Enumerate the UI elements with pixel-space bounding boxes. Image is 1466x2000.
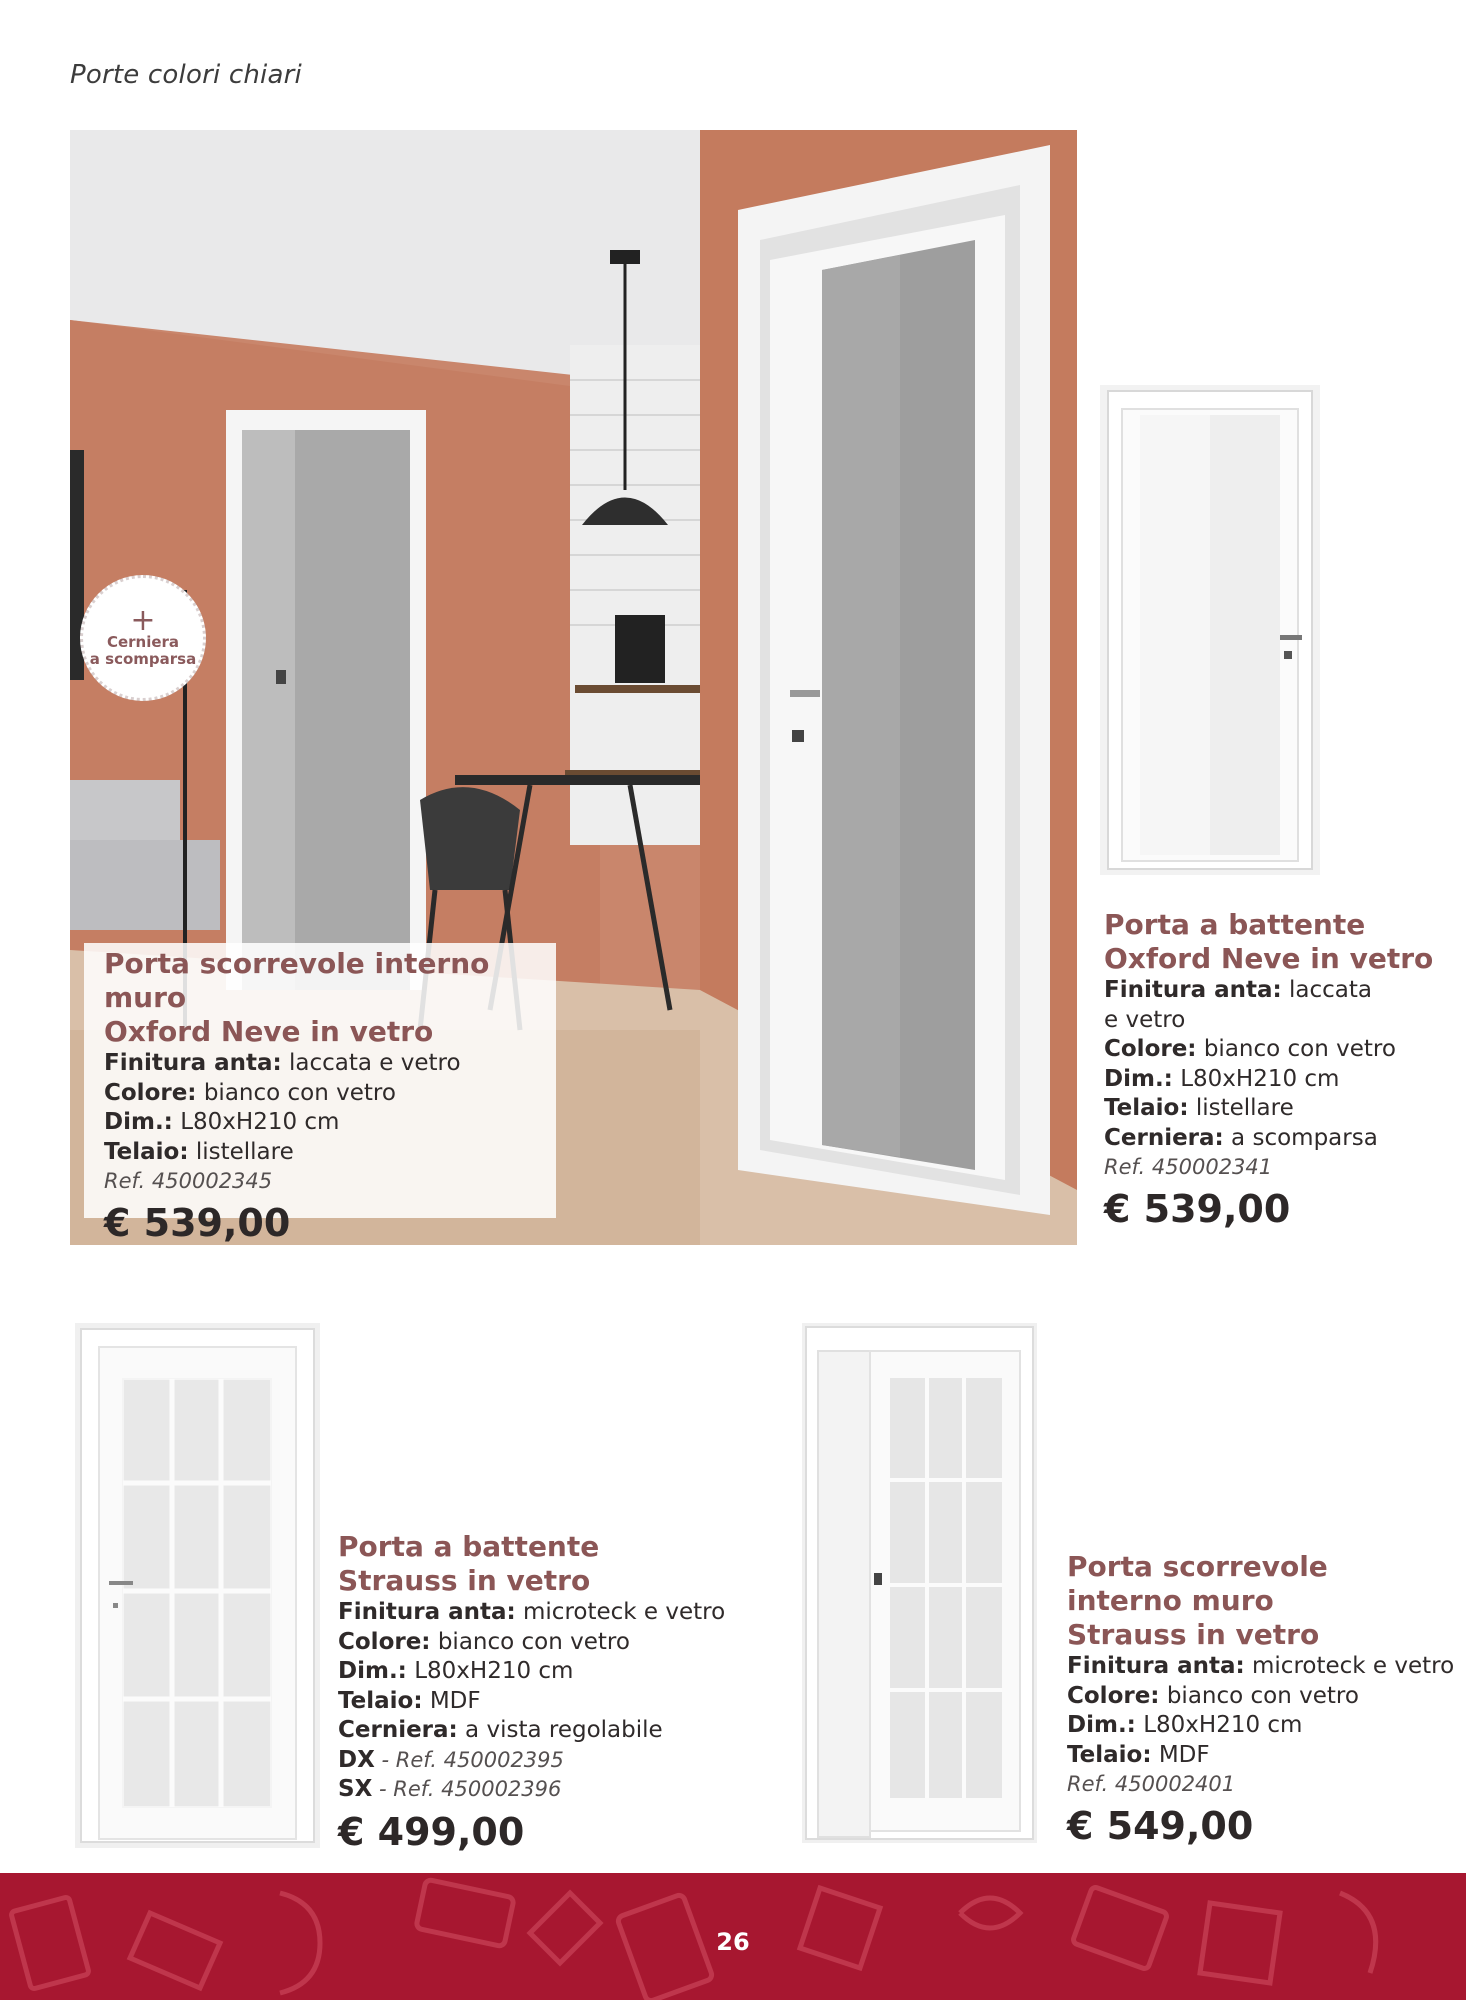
product-price: € 499,00 (338, 1809, 525, 1854)
spec-row: Dim.: L80xH210 cm (1067, 1712, 1303, 1738)
spec-row: Dim.: L80xH210 cm (1104, 1065, 1340, 1092)
spec-row: Telaio: listellare (104, 1138, 294, 1165)
spec-row: Finitura anta: microteck e vetro (1067, 1653, 1455, 1679)
spec-row: Colore: bianco con vetro (1104, 1036, 1396, 1062)
door-image-strauss-battente (75, 1323, 320, 1848)
spec-row: Finitura anta: laccata (1104, 977, 1372, 1003)
product-name: Oxford Neve in vetro (104, 1015, 434, 1048)
spec-row: Cerniera: a scomparsa (1104, 1124, 1378, 1151)
product-card-strauss-scorrevole[interactable] (1067, 1550, 1457, 1849)
spec-row: e vetro (1104, 1006, 1186, 1033)
badge-line1: Cerniera (106, 633, 180, 651)
spec-row: Telaio: listellare (1104, 1095, 1294, 1121)
product-name: Porta scorrevole (1067, 1550, 1328, 1583)
product-ref: Ref. 450002341 (1104, 1155, 1273, 1179)
product-name: Porta scorrevole interno muro (104, 947, 490, 1014)
spec-row: Telaio: MDF (1067, 1741, 1210, 1768)
spec-row: Dim.: L80xH210 cm (104, 1109, 340, 1135)
spec-row: Cerniera: a vista regolabile (338, 1717, 663, 1743)
spec-row: Colore: bianco con vetro (338, 1628, 630, 1655)
spec-row: Telaio: MDF (338, 1687, 481, 1714)
product-name: Porta a battente (338, 1530, 600, 1563)
product-card-oxford-scorrevole[interactable] (84, 943, 556, 1245)
hidden-hinge-badge (80, 575, 206, 701)
spec-row: Dim.: L80xH210 cm (338, 1658, 574, 1684)
product-name: Porta a battente (1104, 908, 1366, 941)
product-name: Strauss in vetro (338, 1564, 591, 1597)
product-name: interno muro (1067, 1584, 1274, 1617)
plus-icon: + (130, 603, 156, 638)
page-number: 26 (716, 1928, 750, 1956)
product-price: € 539,00 (1104, 1187, 1291, 1231)
ref-row: DX - Ref. 450002395 (338, 1746, 564, 1773)
ref-row: SX - Ref. 450002396 (338, 1776, 562, 1802)
product-price: € 539,00 (104, 1201, 291, 1245)
section-title: Porte colori chiari (70, 60, 302, 90)
spec-row: Finitura anta: laccata e vetro (104, 1050, 461, 1076)
product-name: Oxford Neve in vetro (1104, 942, 1434, 975)
door-image-strauss-scorrevole (802, 1323, 1037, 1843)
product-name: Strauss in vetro (1067, 1618, 1320, 1651)
product-ref: Ref. 450002401 (1067, 1772, 1236, 1796)
spec-row: Colore: bianco con vetro (104, 1079, 396, 1106)
badge-line2: a scomparsa (89, 650, 197, 668)
spec-row: Finitura anta: microteck e vetro (338, 1599, 726, 1625)
spec-row: Colore: bianco con vetro (1067, 1682, 1359, 1709)
product-price: € 549,00 (1067, 1804, 1254, 1848)
product-card-strauss-battente[interactable] (338, 1530, 738, 1855)
product-ref: Ref. 450002345 (104, 1169, 273, 1193)
door-image-oxford-battente (1100, 385, 1320, 875)
product-card-oxford-battente[interactable] (1104, 908, 1444, 1232)
